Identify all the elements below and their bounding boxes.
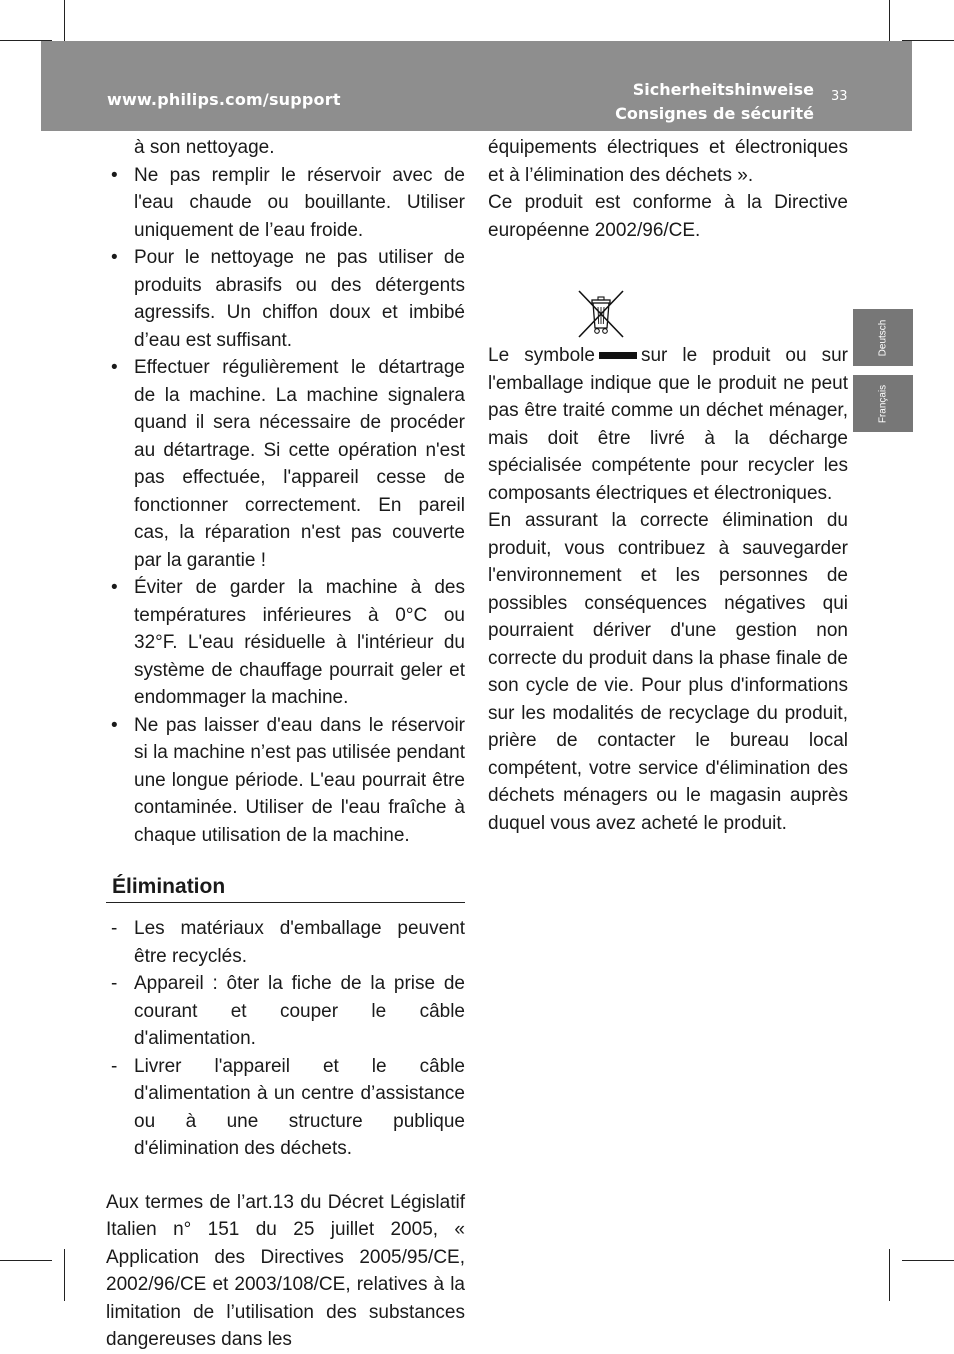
list-item	[106, 970, 465, 1053]
dash-icon: -	[111, 1055, 118, 1077]
list-item	[106, 915, 465, 970]
header-title-fr: Consignes de sécurité	[615, 104, 814, 123]
list-item	[106, 244, 465, 354]
continued-text: équipements électriques et électroniques et à l’élimination des déchets ».	[488, 137, 848, 186]
list-item	[106, 712, 465, 850]
legal-paragraph: Aux termes de l’art.13 du Décret Législatif Italien n° 151 du 25 juillet 2005, « Application des Directives 2005/95/CE, 2002/96/CE et 2003/108/CE, relatives à la limitation de l’utilisation des substances dangereuses dans les	[106, 1191, 465, 1350]
bullet-icon: •	[111, 164, 118, 186]
crop-mark	[889, 1249, 890, 1301]
dash-text: Appareil : ôter la fiche de la prise de courant et couper le câble d'alimentation.	[134, 973, 465, 1049]
bullet-text: Ne pas remplir le réservoir avec de l'eau chaude ou bouillante. Utiliser uniquement de l’eau froide.	[134, 164, 465, 241]
symbol-text-after: sur le produit ou sur l'emballage indique que le produit ne peut pas être traité comme un déchet ménager, mais doit être livré à la décharge spécialisée compétente pour recycler les composants électriques et électroniques.	[488, 345, 848, 504]
dash-icon: -	[111, 918, 118, 939]
page-number: 33	[831, 89, 848, 104]
disposal-dash-list	[106, 915, 465, 1163]
weee-symbol-block	[488, 244, 848, 342]
bullet-icon: •	[111, 714, 118, 736]
bullet-text: Éviter de garder la machine à des températures inférieures à 0°C ou 32°F. L'eau résiduelle à l'intérieur du système de chauffage pourrait geler et endommager la machine.	[134, 577, 465, 708]
tab-francais[interactable]	[853, 375, 913, 432]
list-item	[106, 162, 465, 245]
black-bar-icon	[599, 352, 637, 359]
right-column	[488, 134, 848, 837]
dash-text: Les matériaux d'emballage peuvent être recyclés.	[134, 918, 465, 967]
bullet-icon: •	[111, 357, 118, 378]
symbol-paragraph	[488, 342, 848, 507]
dash-icon: -	[111, 973, 118, 994]
header-titles	[615, 78, 814, 126]
tab-francais-label: Français	[877, 384, 889, 423]
safety-bullet-list	[106, 162, 465, 850]
crop-mark	[64, 1249, 65, 1301]
tab-deutsch-label: Deutsch	[877, 319, 889, 356]
bullet-icon: •	[111, 577, 118, 598]
tab-deutsch[interactable]	[853, 309, 913, 366]
crossed-out-wheeled-bin-icon	[576, 288, 626, 340]
directive-text: Ce produit est conforme à la Directive européenne 2002/96/CE.	[488, 192, 848, 241]
spacer	[106, 1163, 465, 1189]
continued-text: à son nettoyage.	[134, 137, 275, 158]
bullet-icon: •	[111, 247, 118, 268]
support-url[interactable]: www.philips.com/support	[107, 90, 341, 109]
list-item	[106, 574, 465, 712]
bullet-text: Effectuer régulièrement le détartrage de la machine. La machine signalera quand il sera nécessaire de procéder au détartrage. Si cette opération n'est pas effectuée, l'appareil cesse de fonctionner correctement. En pareil cas, la réparation n'est pas couverte par la garantie !	[134, 357, 465, 571]
symbol-text-before: Le symbole	[488, 345, 595, 366]
dash-text: Livrer l'appareil et le câble d'alimentation à un centre d’assistance ou à une structure publique d'élimination des déchets.	[134, 1055, 465, 1159]
disposal-paragraph: En assurant la correcte élimination du produit, vous contribuez à sauvegarder l'environnement et les personnes de possibles conséquences négatives qui pourraient dériver d'une gestion non correcte du produit dans la phase finale de son cycle de vie. Pour plus d'informations sur les modalités de recyclage du produit, prière de contacter le bureau local compétent, votre service d'élimination des déchets ménagers ou le magasin auprès duquel vous avez acheté le produit.	[488, 510, 848, 834]
section-title-elimination: Élimination	[106, 872, 465, 903]
list-item	[106, 354, 465, 574]
crop-mark	[902, 1260, 954, 1261]
left-column	[106, 134, 465, 1354]
list-item	[106, 1053, 465, 1163]
crop-mark	[0, 1260, 52, 1261]
bullet-text: Ne pas laisser d'eau dans le réservoir si la machine n’est pas utilisée pendant une longue période. L'eau pourrait être contaminée. Utiliser de l'eau fraîche à chaque utilisation de la machine.	[134, 714, 465, 846]
header-title-de: Sicherheitshinweise	[632, 80, 814, 99]
bullet-text: Pour le nettoyage ne pas utiliser de produits abrasifs ou des détergents agressifs. Un chiffon doux et imbibé d’eau est suffisant.	[134, 247, 465, 351]
page-header	[41, 41, 912, 131]
